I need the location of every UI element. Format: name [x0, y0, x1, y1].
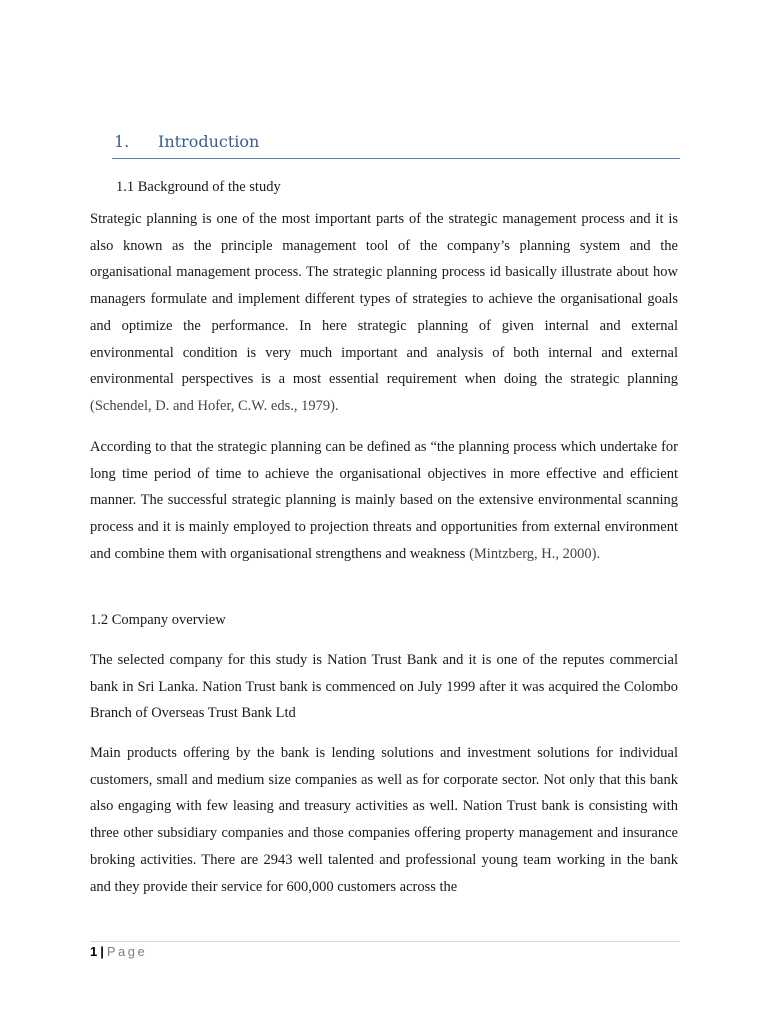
paragraph-company-1: The selected company for this study is Nation Trust Bank and it is one of the reputes commercial bank in Sri Lanka. Nation Trust bank is commenced on July 1999 after it was acquired the Colombo Branch of Overseas Trust Bank Ltd	[90, 652, 678, 722]
subsection-heading-background: 1.1 Background of the study	[116, 179, 281, 195]
section-title: Introduction	[158, 132, 260, 151]
page-footer	[90, 942, 147, 962]
citation: (Schendel, D. and Hofer, C.W. eds., 1979).	[90, 397, 339, 414]
paragraph-text: Strategic planning is one of the most important parts of the strategic management process and it is also known as the principle management tool of the company’s planning system and the organisational management process. The strategic planning process id basically illustrate about how managers formulate and implement different types of strategies to achieve the organisational goals and optimize the performance. In here strategic planning of given internal and external environmental condition is very much important and analysis of both internal and external environmental perspectives is a most essential requirement when doing the strategic planning	[90, 211, 678, 388]
page-number: 1	[90, 944, 98, 959]
paragraph-text: According to that the strategic planning can be defined as “the planning process which undertake for long time period of time to achieve the organisational objectives in more effective and efficient manner. The successful strategic planning is mainly based on the extensive environmental scanning process and it is mainly employed to projection threats and opportunities from external environment and combine them with organisational strengthens and weakness	[90, 439, 678, 562]
section-number: 1.	[114, 132, 130, 151]
footer-divider	[90, 941, 680, 942]
citation: (Mintzberg, H., 2000).	[465, 545, 601, 562]
page-label: Page	[106, 944, 148, 959]
footer-separator: |	[100, 944, 104, 959]
subsection-heading-company: 1.2 Company overview	[90, 612, 226, 628]
paragraph-background-2	[90, 434, 678, 568]
paragraph-company-2: Main products offering by the bank is lending solutions and investment solutions for individual customers, small and medium size companies as well as for corporate sector. Not only that this bank also engaging with few leasing and treasury activities as well. Nation Trust bank is consisting with three other subsidiary companies and those companies offering property management and insurance broking activities. There are 2943 well talented and professional young team working in the bank and they provide their service for 600,000 customers across the	[90, 745, 678, 895]
paragraph-background-1	[90, 206, 678, 420]
section-heading	[112, 130, 680, 159]
